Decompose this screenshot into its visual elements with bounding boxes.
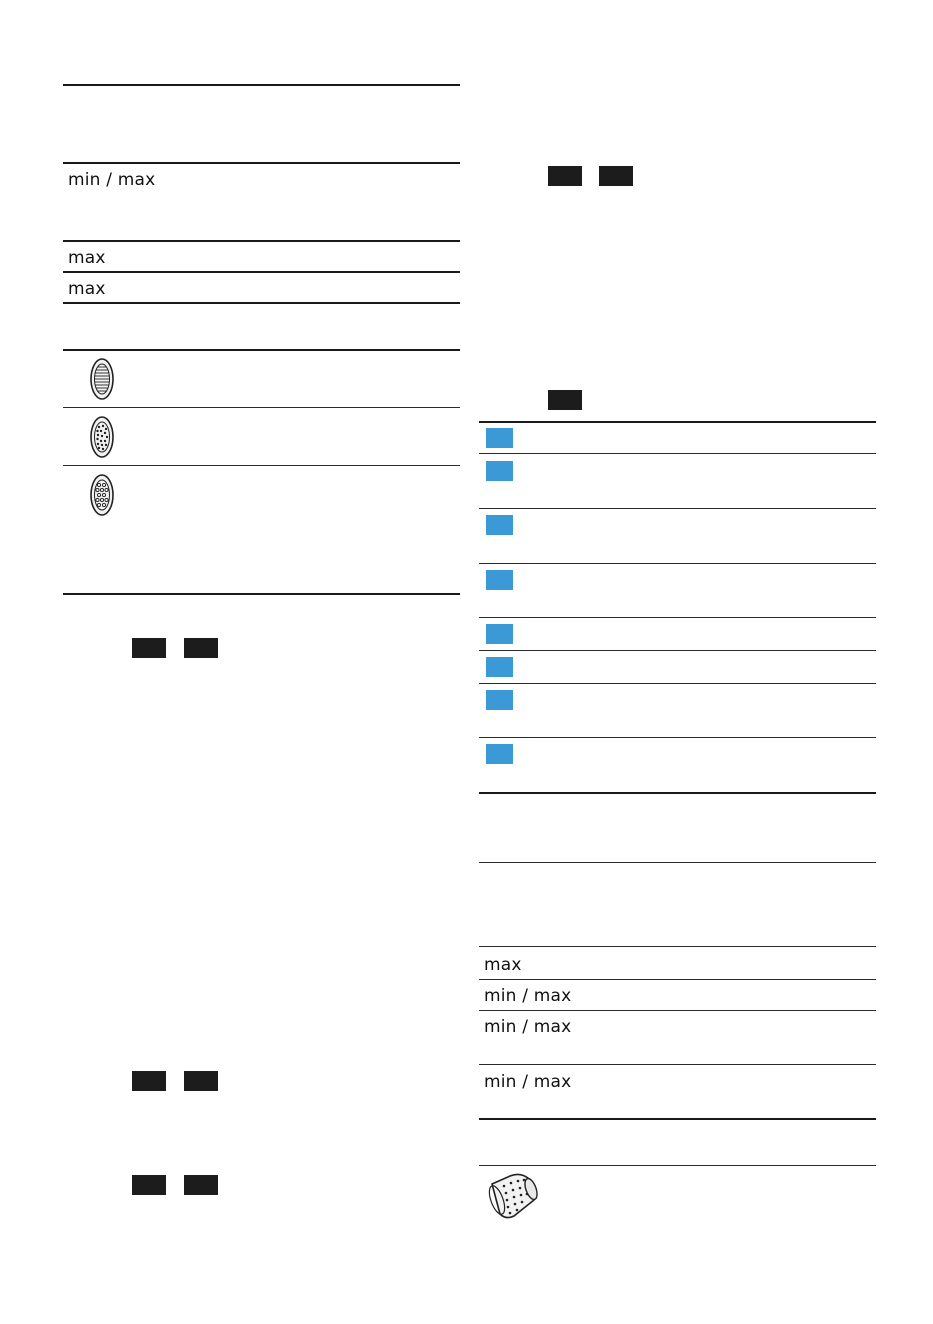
setting-label: max [484, 955, 522, 975]
table-rule [479, 453, 876, 454]
table-rule [63, 271, 460, 273]
step-marker [486, 428, 513, 448]
step-marker [486, 744, 513, 764]
setting-label: min / max [68, 170, 156, 190]
table-rule [479, 792, 876, 794]
table-rule [63, 240, 460, 242]
table-rule [479, 862, 876, 863]
key-button [132, 1071, 166, 1091]
setting-label: max [68, 248, 106, 268]
table-rule [63, 593, 460, 595]
key-button [548, 166, 582, 186]
table-rule [63, 302, 460, 304]
table-rule [479, 421, 876, 423]
coarse-grating-disc-icon [88, 414, 116, 460]
table-rule [479, 508, 876, 509]
step-marker [486, 515, 513, 535]
table-rule [63, 84, 460, 86]
step-marker [486, 690, 513, 710]
setting-label: min / max [484, 1017, 572, 1037]
key-button [184, 638, 218, 658]
key-button [599, 166, 633, 186]
table-rule [479, 683, 876, 684]
table-rule [63, 162, 460, 164]
table-rule [479, 650, 876, 651]
table-rule [63, 407, 460, 408]
setting-label: max [68, 279, 106, 299]
table-rule [479, 1165, 876, 1166]
shredding-disc-icon [88, 472, 116, 518]
table-rule [479, 617, 876, 618]
key-button [132, 638, 166, 658]
table-rule [479, 1118, 876, 1120]
table-rule [479, 737, 876, 738]
key-button [132, 1175, 166, 1195]
key-button [184, 1071, 218, 1091]
key-button [548, 390, 582, 410]
setting-label: min / max [484, 986, 572, 1006]
step-marker [486, 461, 513, 481]
step-marker [486, 657, 513, 677]
step-marker [486, 570, 513, 590]
setting-label: min / max [484, 1072, 572, 1092]
fine-grating-disc-icon [88, 356, 116, 402]
table-rule [63, 349, 460, 351]
key-button [184, 1175, 218, 1195]
table-rule [63, 465, 460, 466]
table-rule [479, 946, 876, 947]
grating-drum-icon [486, 1170, 542, 1226]
table-rule [479, 563, 876, 564]
table-rule [479, 1064, 876, 1065]
step-marker [486, 624, 513, 644]
table-rule [479, 1010, 876, 1011]
table-rule [479, 979, 876, 980]
